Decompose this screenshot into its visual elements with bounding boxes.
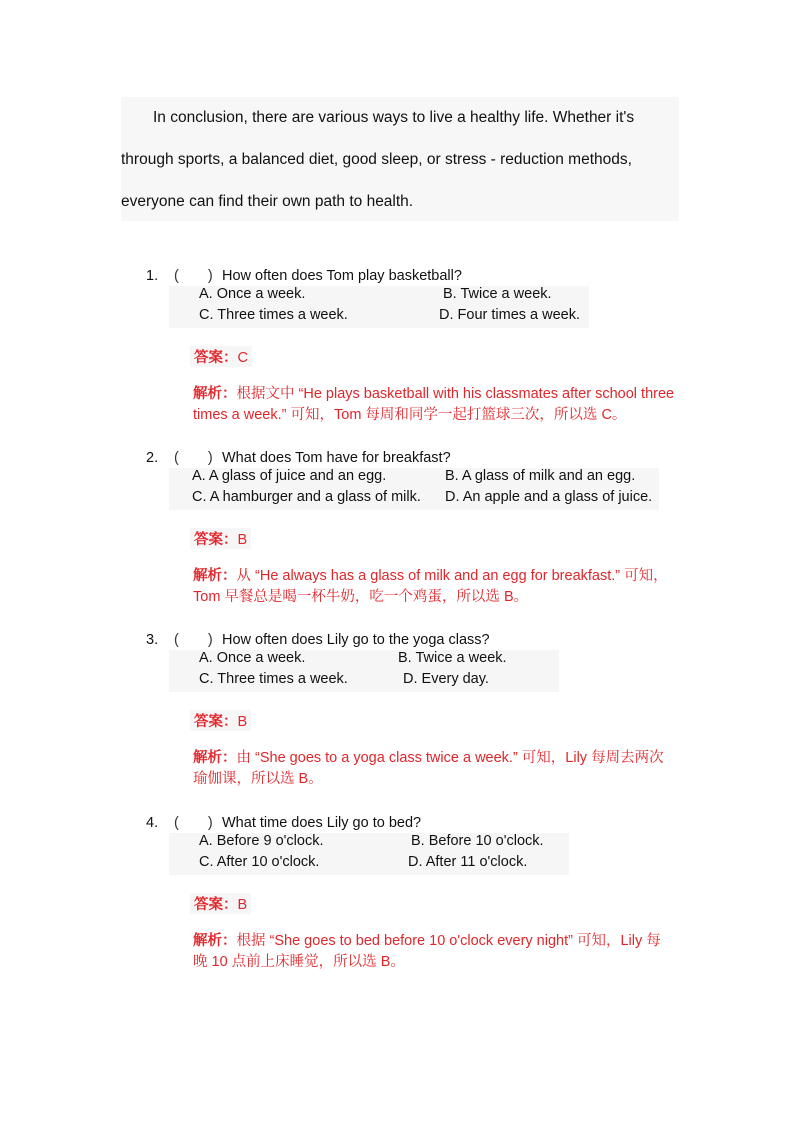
- question-text: How often does Tom play basketball?: [222, 268, 462, 284]
- explanation-line-2: 瑜伽课，所以选 B。: [193, 771, 323, 787]
- question-number: 2.: [146, 450, 159, 466]
- option-a: A. Once a week.: [199, 650, 306, 666]
- answer-value: B: [237, 714, 248, 730]
- explanation: [193, 384, 683, 426]
- question-text: How often does Lily go to the yoga class?: [222, 632, 490, 648]
- answer-blank: ( ): [174, 815, 213, 831]
- option-b: B. Twice a week.: [443, 286, 552, 302]
- conclusion-line-3: everyone can find their own path to health.: [121, 193, 414, 210]
- explanation-line-1: 根据 “She goes to bed before 10 o'clock every night” 可知，Lily 每: [236, 933, 661, 949]
- answer-value: B: [237, 897, 248, 913]
- answer-blank: ( ): [174, 632, 213, 648]
- answer-value: C: [237, 350, 248, 366]
- explanation: [193, 566, 683, 608]
- explanation-line-1: 根据文中 “He plays basketball with his classmates after school three: [236, 386, 675, 402]
- explanation-line-1: 由 “She goes to a yoga class twice a week.” 可知，Lily 每周去两次: [236, 750, 664, 766]
- explanation-line-2: times a week.” 可知，Tom 每周和同学一起打篮球三次，所以选 C。: [193, 407, 627, 423]
- option-c: C. A hamburger and a glass of milk.: [192, 489, 421, 505]
- options-box: [169, 650, 559, 692]
- option-c: C. Three times a week.: [199, 671, 348, 687]
- explanation: [193, 931, 683, 973]
- option-d: D. Four times a week.: [439, 307, 581, 323]
- options-box: [169, 286, 589, 328]
- question-text: What time does Lily go to bed?: [222, 815, 422, 831]
- answer-value: B: [237, 532, 248, 548]
- options-box: [169, 468, 659, 510]
- question-stem: [146, 264, 462, 285]
- option-a: A. Once a week.: [199, 286, 306, 302]
- question-number: 1.: [146, 268, 159, 284]
- option-a: A. Before 9 o'clock.: [199, 833, 324, 849]
- option-d: D. Every day.: [403, 671, 489, 687]
- answer: [190, 710, 251, 731]
- question-text: What does Tom have for breakfast?: [222, 450, 451, 466]
- option-c: C. Three times a week.: [199, 307, 348, 323]
- conclusion-paragraph: [121, 97, 679, 221]
- question-number: 3.: [146, 632, 159, 648]
- explanation-label: 解析：: [193, 386, 237, 402]
- answer-label: 答案：: [194, 350, 238, 366]
- option-a: A. A glass of juice and an egg.: [192, 468, 387, 484]
- answer-label: 答案：: [194, 897, 238, 913]
- question-stem: [146, 628, 490, 649]
- explanation-label: 解析：: [193, 750, 237, 766]
- question-stem: [146, 811, 421, 832]
- answer: [190, 893, 251, 914]
- option-d: D. After 11 o'clock.: [408, 854, 528, 870]
- explanation-line-2: 晚 10 点前上床睡觉，所以选 B。: [193, 954, 405, 970]
- option-b: B. Twice a week.: [398, 650, 507, 666]
- answer-label: 答案：: [194, 532, 238, 548]
- option-c: C. After 10 o'clock.: [199, 854, 320, 870]
- explanation-label: 解析：: [193, 933, 237, 949]
- option-d: D. An apple and a glass of juice.: [445, 489, 653, 505]
- explanation-label: 解析：: [193, 568, 237, 584]
- explanation: [193, 748, 683, 790]
- question-number: 4.: [146, 815, 159, 831]
- answer-label: 答案：: [194, 714, 238, 730]
- conclusion-line-1: In conclusion, there are various ways to live a healthy life. Whether it's: [153, 109, 635, 126]
- answer: [190, 346, 252, 367]
- answer-blank: ( ): [174, 268, 213, 284]
- option-b: B. Before 10 o'clock.: [411, 833, 544, 849]
- explanation-line-1: 从 “He always has a glass of milk and an egg for breakfast.” 可知，: [236, 568, 668, 584]
- conclusion-line-2: through sports, a balanced diet, good sleep, or stress - reduction methods,: [121, 151, 632, 168]
- answer-blank: ( ): [174, 450, 213, 466]
- question-stem: [146, 446, 451, 467]
- options-box: [169, 833, 569, 875]
- answer: [190, 528, 251, 549]
- explanation-line-2: Tom 早餐总是喝一杯牛奶，吃一个鸡蛋，所以选 B。: [193, 589, 529, 605]
- option-b: B. A glass of milk and an egg.: [445, 468, 636, 484]
